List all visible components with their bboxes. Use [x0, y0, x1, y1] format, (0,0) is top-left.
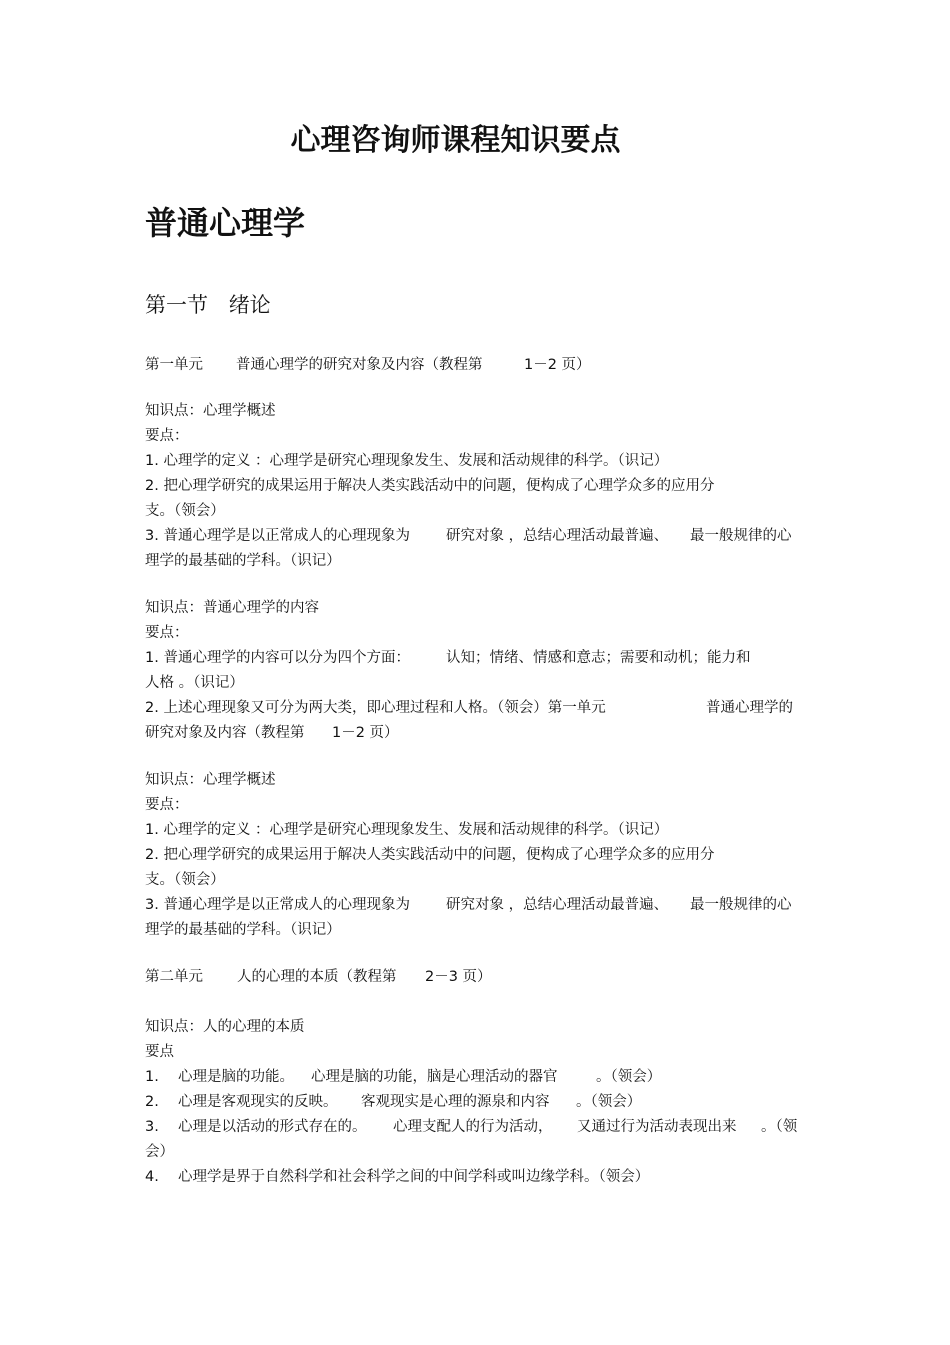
- paragraph-line: 人格 。（识记）: [145, 675, 244, 691]
- paragraph-line: 1. 心理学的定义 ：心理学是研究心理现象发生、发展和活动规律的科学。（识记）: [145, 453, 669, 469]
- paragraph-line: 2. 把心理学研究的成果运用于解决人类实践活动中的问题，便构成了心理学众多的应用分: [145, 478, 715, 494]
- document-title: 心理咨询师课程知识要点: [290, 123, 621, 158]
- paragraph-line: 3. 普通心理学是以正常成人的心理现象为: [145, 528, 410, 544]
- list-item-text: 。（领会）: [576, 1094, 642, 1110]
- list-item-text: 心理是客观现实的反映。: [178, 1094, 338, 1110]
- paragraph-line: 研究对象 ，总结心理活动最普遍、: [446, 897, 669, 913]
- key-points-label: 要点: [145, 1044, 174, 1060]
- unit-2-title: 人的心理的本质（教程第: [237, 969, 397, 985]
- key-points-label: 要点：: [145, 797, 189, 813]
- paragraph-line: 最一般规律的心: [690, 528, 792, 544]
- knowledge-point-heading: 知识点：心理学概述: [145, 772, 276, 788]
- paragraph-line: 最一般规律的心: [690, 897, 792, 913]
- list-item-text: 心理是脑的功能。: [178, 1069, 294, 1085]
- paragraph-line: 2. 把心理学研究的成果运用于解决人类实践活动中的问题，便构成了心理学众多的应用分: [145, 847, 715, 863]
- list-item-text: 又通过行为活动表现出来: [577, 1119, 737, 1135]
- list-item-text: 心理学是界于自然科学和社会科学之间的中间学科或叫边缘学科。（领会）: [178, 1169, 650, 1185]
- paragraph-line: 1－2 页）: [332, 725, 399, 741]
- paragraph-line: 理学的最基础的学科。（识记）: [145, 922, 341, 938]
- section-heading: 普通心理学: [145, 204, 306, 242]
- paragraph-line: 研究对象 ，总结心理活动最普遍、: [446, 528, 669, 544]
- paragraph-line: 理学的最基础的学科。（识记）: [145, 553, 341, 569]
- paragraph-line: 支。（领会）: [145, 872, 225, 888]
- paragraph-line: 3. 普通心理学是以正常成人的心理现象为: [145, 897, 410, 913]
- list-item-text: 会）: [145, 1144, 174, 1160]
- list-item-text: 。（领: [761, 1119, 798, 1135]
- list-item-number: 4.: [145, 1169, 159, 1185]
- unit-1-title: 普通心理学的研究对象及内容（教程第: [236, 357, 483, 373]
- list-item-text: 心理是脑的功能，脑是心理活动的器官: [311, 1069, 558, 1085]
- paragraph-line: 认知；情绪、情感和意志；需要和动机；能力和: [446, 650, 751, 666]
- key-points-label: 要点：: [145, 625, 189, 641]
- subsection-heading: [145, 295, 271, 316]
- knowledge-point-heading: 知识点：心理学概述: [145, 403, 276, 419]
- list-item-text: 心理支配人的行为活动，: [393, 1119, 553, 1135]
- key-points-label: 要点：: [145, 428, 189, 444]
- unit-1-number: 第一单元: [145, 357, 203, 373]
- paragraph-line: 普通心理学的: [706, 700, 793, 716]
- unit-1-pages: 1－2 页）: [524, 357, 591, 373]
- unit-2-pages: 2－3 页）: [425, 969, 492, 985]
- list-item-number: 1.: [145, 1069, 159, 1085]
- list-item-text: 心理是以活动的形式存在的。: [178, 1119, 367, 1135]
- paragraph-line: 1. 心理学的定义 ：心理学是研究心理现象发生、发展和活动规律的科学。（识记）: [145, 822, 669, 838]
- subsection-title: 绪论: [228, 293, 271, 317]
- knowledge-point-heading: 知识点：普通心理学的内容: [145, 600, 319, 616]
- unit-2-number: 第二单元: [145, 969, 203, 985]
- list-item-text: 。（领会）: [596, 1069, 662, 1085]
- paragraph-line: 研究对象及内容（教程第: [145, 725, 305, 741]
- list-item-number: 2.: [145, 1094, 159, 1110]
- list-item-number: 3.: [145, 1119, 159, 1135]
- unit-1-heading: [145, 358, 203, 373]
- paragraph-line: 支。（领会）: [145, 503, 225, 519]
- knowledge-point-heading: 知识点：人的心理的本质: [145, 1019, 305, 1035]
- paragraph-line: 1. 普通心理学的内容可以分为四个方面：: [145, 650, 410, 666]
- list-item-text: 客观现实是心理的源泉和内容: [361, 1094, 550, 1110]
- subsection-number: 第一节: [145, 293, 208, 317]
- paragraph-line: 2. 上述心理现象又可分为两大类，即心理过程和人格。（领会）第一单元: [145, 700, 606, 716]
